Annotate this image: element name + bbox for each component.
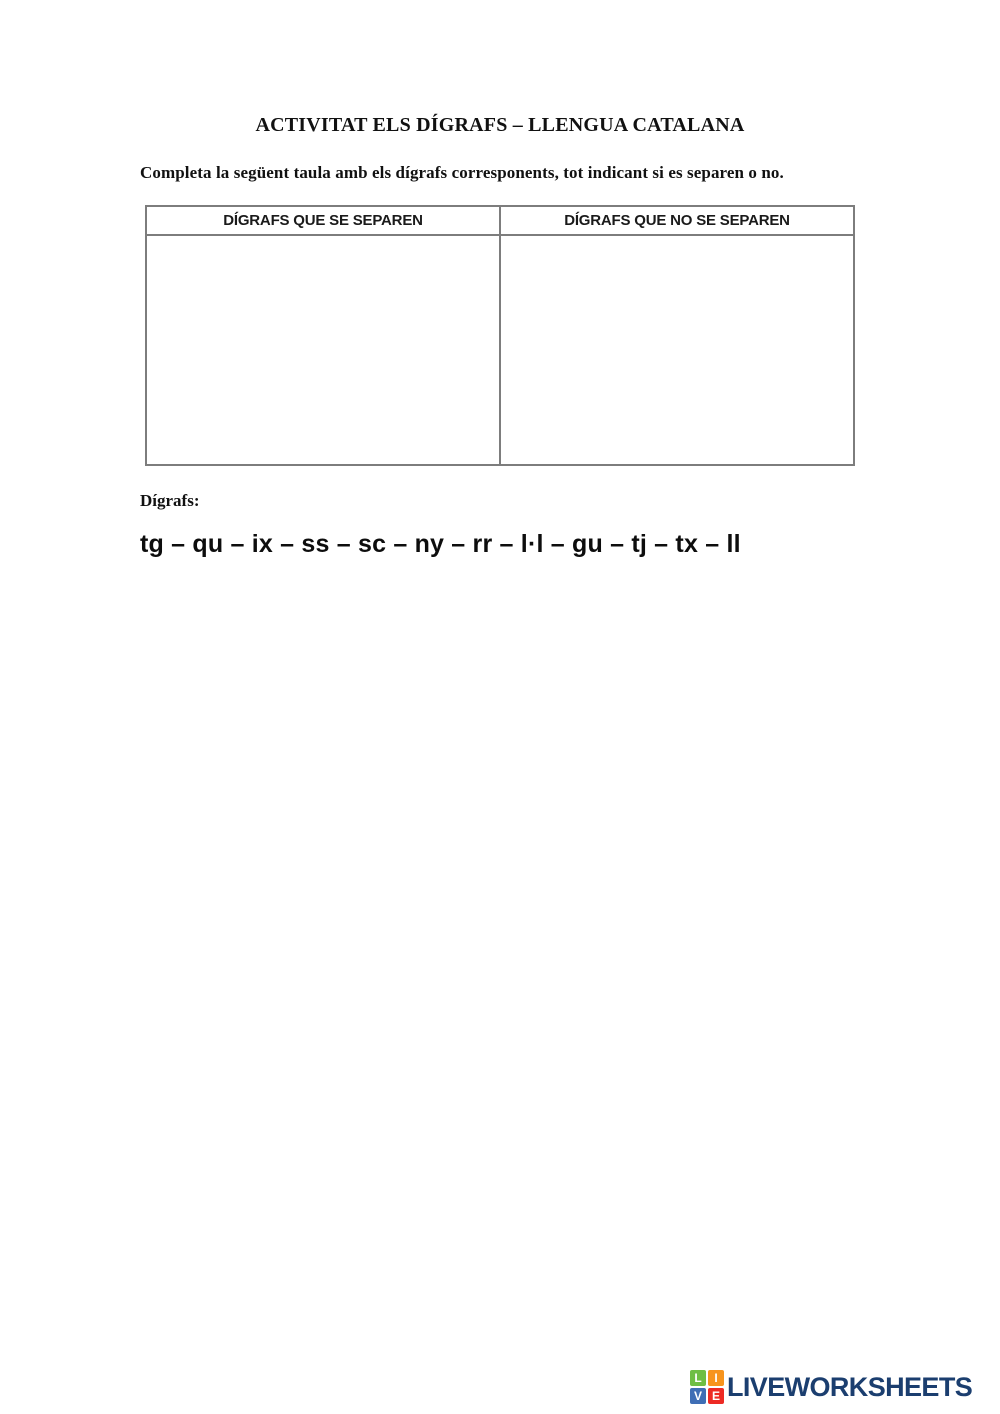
worksheet-content [0, 0, 1000, 559]
table-row [146, 235, 854, 465]
digraphs-table [145, 205, 855, 466]
liveworksheets-logo-icon [690, 1370, 724, 1404]
logo-square-e: E [708, 1388, 724, 1404]
logo-square-v: V [690, 1388, 706, 1404]
answer-cell-no-separen[interactable] [500, 235, 854, 465]
table-header-no-separen: DÍGRAFS QUE NO SE SEPAREN [500, 206, 854, 235]
logo-square-l: L [690, 1370, 706, 1386]
answer-cell-separen[interactable] [146, 235, 500, 465]
liveworksheets-logo [690, 1370, 972, 1404]
liveworksheets-logo-text: LIVEWORKSHEETS [727, 1371, 973, 1402]
digrafs-label: Dígrafs: [140, 491, 200, 511]
instruction-text: Completa la següent taula amb els dígrafs corresponents, tot indicant si es separen o no. [140, 163, 784, 182]
table-header-separen: DÍGRAFS QUE SE SEPAREN [146, 206, 500, 235]
logo-square-i: I [708, 1370, 724, 1386]
table-header-row [146, 206, 854, 235]
page-title: ACTIVITAT ELS DÍGRAFS – LLENGUA CATALANA [255, 114, 745, 136]
digrafs-list: tg – qu – ix – ss – sc – ny – rr – l·l – gu – tj – tx – ll [140, 530, 741, 559]
